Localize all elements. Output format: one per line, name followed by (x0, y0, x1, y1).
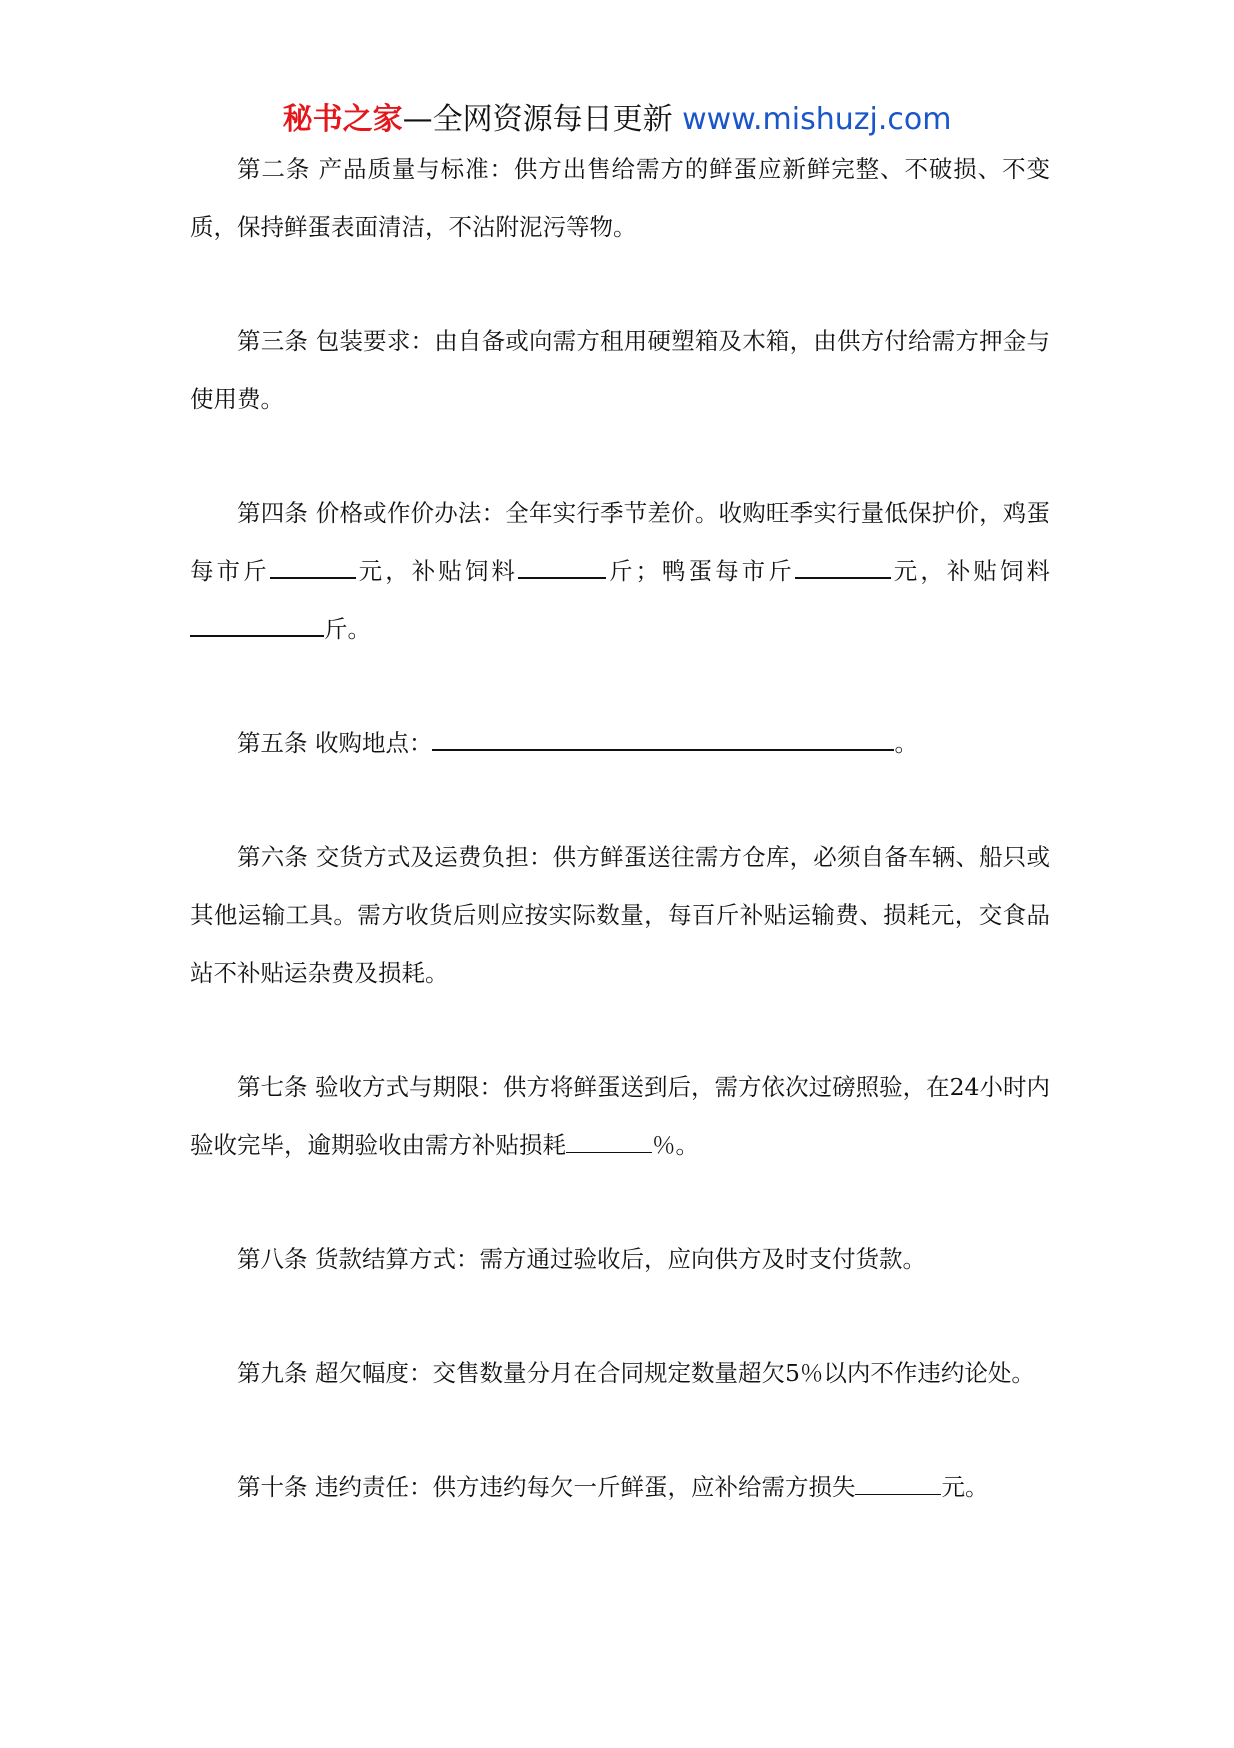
clause-3 (190, 312, 1050, 428)
clause-5-text-2: 。 (894, 729, 918, 757)
brand-name: 秘书之家 (282, 102, 403, 137)
clause-3-text: 包装要求：由自备或向需方租用硬塑箱及木箱，由供方付给需方押金与使用费。 (190, 327, 1050, 413)
clause-7-title: 第七条 (237, 1073, 308, 1101)
clause-4 (190, 484, 1050, 658)
clause-5-title: 第五条 (237, 729, 308, 757)
clause-8-text: 货款结算方式：需方通过验收后，应向供方及时支付货款。 (314, 1245, 926, 1273)
chicken-egg-price-blank[interactable] (270, 555, 356, 579)
site-header (0, 100, 1234, 140)
clause-4-text-3: 斤；鸭蛋每市斤 (605, 557, 795, 585)
clause-9-title: 第九条 (237, 1359, 308, 1387)
clause-4-text-1: 价格或作价办法：全年实行季节差价。收购旺季实行量低保护价，鸡蛋每市斤 (190, 499, 1050, 585)
header-slogan: —全网资源每日更新 (402, 102, 673, 137)
clause-10-text-2: 元。 (941, 1473, 989, 1501)
clause-7 (190, 1058, 1050, 1174)
clause-6-text: 交货方式及运费负担：供方鲜蛋送往需方仓库，必须自备车辆、船只或其他运输工具。需方收货后则应按实际数量，每百斤补贴运输费、损耗元，交食品站不补贴运杂费及损耗。 (190, 843, 1050, 987)
clause-9 (190, 1344, 1050, 1402)
clause-7-text-2: ％。 (652, 1131, 699, 1159)
chicken-feed-subsidy-blank[interactable] (518, 555, 606, 579)
clause-2 (190, 140, 1050, 256)
loss-subsidy-percent-blank[interactable] (566, 1130, 652, 1153)
clause-10 (190, 1458, 1050, 1516)
clause-5 (190, 714, 1050, 772)
contract-body (190, 140, 1050, 1572)
site-url-link[interactable]: www.mishuzj.com (682, 102, 952, 137)
purchase-location-blank[interactable] (432, 727, 894, 751)
clause-6-title: 第六条 (237, 843, 309, 871)
clause-4-title: 第四条 (237, 499, 309, 527)
clause-3-title: 第三条 (237, 327, 309, 355)
clause-10-text-1: 违约责任：供方违约每欠一斤鲜蛋，应补给需方损失 (314, 1473, 856, 1501)
duck-egg-price-blank[interactable] (795, 555, 891, 579)
clause-2-text: 产品质量与标准：供方出售给需方的鲜蛋应新鲜完整、不破损、不变质，保持鲜蛋表面清洁，不沾附泥污等物。 (190, 155, 1051, 241)
clause-8 (190, 1230, 1050, 1288)
clause-7-text-1: 验收方式与期限：供方将鲜蛋送到后，需方依次过磅照验，在24小时内验收完毕，逾期验收由需方补贴损耗 (190, 1073, 1050, 1159)
breach-compensation-blank[interactable] (855, 1472, 941, 1495)
clause-6 (190, 828, 1050, 1002)
clause-4-text-5: 斤。 (324, 615, 371, 643)
clause-2-title: 第二条 (237, 155, 311, 183)
clause-9-text: 超欠幅度：交售数量分月在合同规定数量超欠5％以内不作违约论处。 (314, 1359, 1035, 1387)
clause-8-title: 第八条 (237, 1245, 308, 1273)
clause-4-text-4: 元，补贴饲料 (890, 557, 1051, 585)
duck-feed-subsidy-blank[interactable] (190, 613, 324, 637)
clause-4-text-2: 元，补贴饲料 (355, 557, 518, 585)
clause-5-text-1: 收购地点： (314, 729, 433, 757)
clause-10-title: 第十条 (237, 1473, 308, 1501)
